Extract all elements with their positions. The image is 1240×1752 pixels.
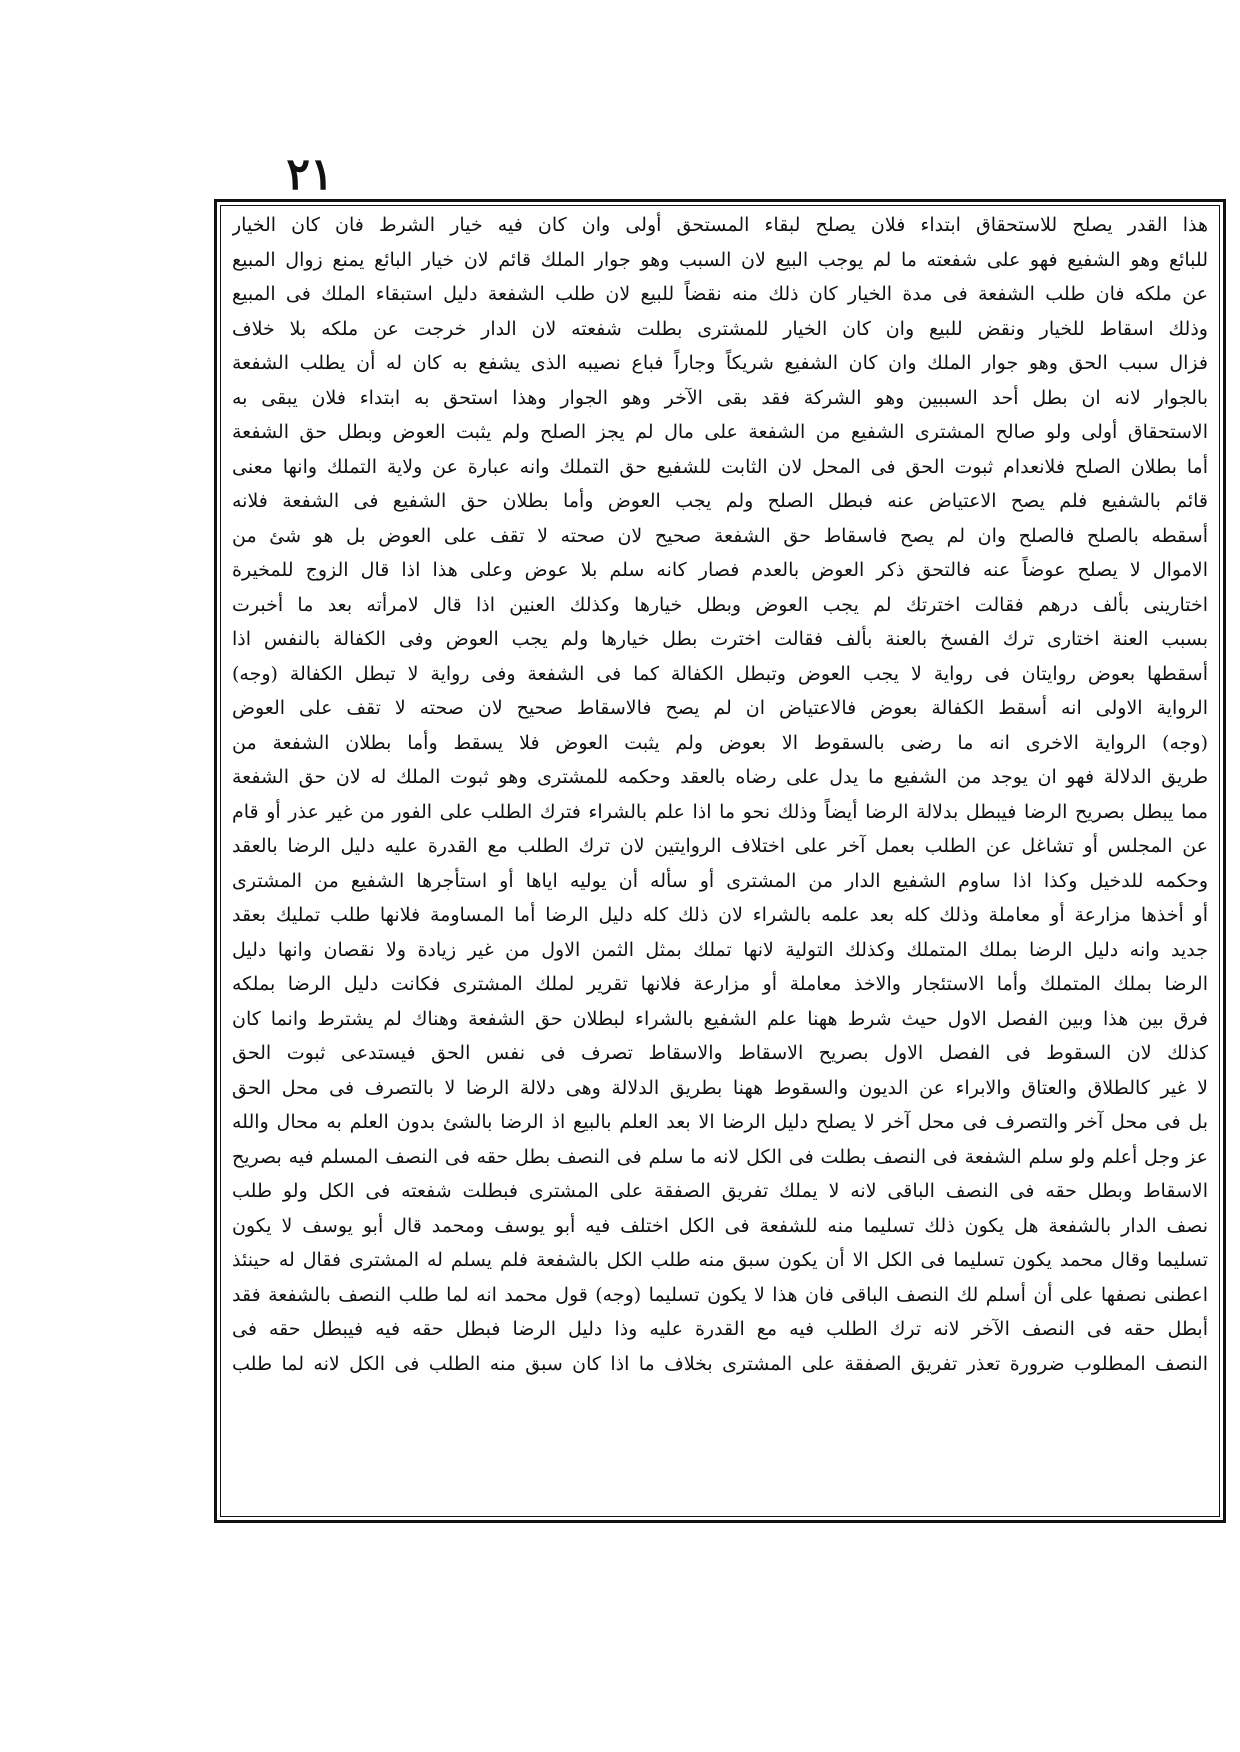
text-line: الرواية الاولى انه أسقط الكفالة بعوض فالاعتياض ان لم يصح فالاسقاط صحيح لان صحته لا تقف على العوض xyxy=(232,697,1208,719)
text-line: أسقطه بالصلح فالصلح وان لم يصح فاسقاط حق الشفعة صحيح لان صحته لا تقف على العوض بل هو شئ من xyxy=(232,524,1208,547)
text-line: جديد وانه دليل الرضا بملك المتملك وكذلك التولية لانها تملك بمثل الثمن الاول من غير زيادة ولا نقصان وانها دليل xyxy=(232,938,1208,961)
text-line: نصف الدار بالشفعة هل يكون ذلك تسليما منه للشفعة فى الكل اختلف فيه أبو يوسف ومحمد قال أبو يوسف لا يكون xyxy=(232,1214,1208,1237)
text-line: اختارينى بألف درهم فقالت اخترتك لم يجب العوض وبطل خيارها وكذلك العنين اذا قال لامرأته بعد ما أخبرت xyxy=(232,593,1208,616)
text-line: للبائع وهو الشفيع فهو على شفعته ما لم يوجب البيع لان السبب وهو جوار الملك قائم لان خيار البائع يمنع زوال المبيع xyxy=(232,248,1208,271)
text-line: بالجوار لانه ان بطل أحد السببين وهو الشركة فقد بقى الآخر وهو الجوار وهذا استحق به ابتداء فلان يبقى به xyxy=(232,386,1208,409)
text-line: فرق بين هذا وبين الفصل الاول حيث شرط ههنا علم الشفيع بالشراء لبطلان حق الشفعة وهناك لم يشترط وانما كان xyxy=(232,1007,1208,1030)
body-text xyxy=(232,208,1208,1514)
text-line: تسليما وقال محمد يكون تسليما فى الكل الا أن يكون سبق منه طلب الكل بالشفعة فلم يسلم له المشترى فقال له حينئذ xyxy=(232,1249,1208,1271)
text-line: الرضا بملك المتملك وأما الاستئجار والاخذ معاملة أو مزارعة فلانها تقرير لملك المشترى فكانت دليل الرضا بملكه xyxy=(232,973,1208,995)
text-line: عن المجلس أو تشاغل عن الطلب بعمل آخر على اختلاف الروايتين لان ترك الطلب مع القدرة عليه دليل الرضا بالعقد xyxy=(232,835,1208,857)
text-line: بل فى محل آخر والتصرف فى محل آخر لا يصلح دليل الرضا الا بعد العلم بالبيع اذ الرضا بالشئ بدون العلم به محال والله xyxy=(232,1111,1208,1133)
text-line: اعطنى نصفها على أن أسلم لك النصف الباقى فان هذا لا يكون تسليما (وجه) قول محمد انه لما طلب النصف بالشفعة فقد xyxy=(232,1283,1208,1306)
text-line: الاموال لا يصلح عوضاً عنه فالتحق ذكر العوض بالعدم فصار كانه سلم بلا عوض وعلى هذا اذا قال الزوج للمخيرة xyxy=(232,559,1208,581)
text-line: هذا القدر يصلح للاستحقاق ابتداء فلان يصلح لبقاء المستحق أولى وان كان فيه خيار الشرط فان كان الخيار xyxy=(232,214,1208,236)
text-line: وحكمه للدخيل وكذا اذا ساوم الشفيع الدار من المشترى أو سأله أن يوليه اياها أو استأجرها الشفيع من المشترى xyxy=(232,869,1208,892)
text-line: النصف المطلوب ضرورة تعذر تفريق الصفقة على المشترى بخلاف ما اذا كان سبق منه الطلب فى الكل لانه لما طلب xyxy=(232,1352,1208,1375)
text-line: بسبب العنة اختارى ترك الفسخ بالعنة بألف فقالت اخترت بطل خيارها ولم يجب العوض وفى الكفالة بالنفس اذا xyxy=(232,628,1208,650)
text-line: مما يبطل بصريح الرضا فيبطل بدلالة الرضا أيضاً وذلك نحو ما اذا علم بالشراء فترك الطلب على الفور من غير عذر أو قام xyxy=(232,800,1208,823)
text-line: الاسقاط وبطل حقه فى النصف الباقى لانه لا يملك تفريق الصفقة على المشترى فبطلت شفعته فى الكل ولو طلب xyxy=(232,1180,1208,1202)
text-line: قائم بالشفيع فلم يصح الاعتياض عنه فبطل الصلح ولم يجب العوض وأما بطلان حق الشفيع فى الشفعة فلانه xyxy=(232,490,1208,512)
text-line: أسقطها بعوض روايتان فى رواية لا يجب العوض وتبطل الكفالة كما فى الشفعة وفى رواية لا تبطل الكفالة (وجه) xyxy=(232,662,1208,685)
text-line: (وجه) الرواية الاخرى انه ما رضى بالسقوط الا بعوض ولم يثبت العوض فلا يسقط وأما بطلان الشفعة من xyxy=(232,731,1208,754)
text-line: وذلك اسقاط للخيار ونقض للبيع وان كان الخيار للمشترى بطلت شفعته لان الدار خرجت عن ملكه بلا خلاف xyxy=(232,317,1208,340)
text-line: طريق الدلالة فهو ان يوجد من الشفيع ما يدل على رضاه بالعقد وحكمه للمشترى وهو ثبوت الملك له لان حق الشفعة xyxy=(232,766,1208,788)
text-line: لا غير كالطلاق والعتاق والابراء عن الديون والسقوط ههنا بطريق الدلالة وهى دلالة الرضا لا بالتصرف فى محل الحق xyxy=(232,1076,1208,1099)
text-line: أبطل حقه فى النصف الآخر لانه ترك الطلب فيه مع القدرة عليه وذا دليل الرضا فبطل حقه فيه فيبطل حقه فى xyxy=(232,1318,1208,1340)
page-number: ٢١ xyxy=(286,149,334,200)
text-line: أو أخذها مزارعة أو معاملة وذلك كله بعد علمه بالشراء لان ذلك كله دليل الرضا أما المساومة فلانها طلب تمليك بعقد xyxy=(232,904,1208,926)
text-line: فزال سبب الحق وهو جوار الملك وان كان الشفيع شريكاً وجاراً فباع نصيبه الذى يشفع به كان له أن يطلب الشفعة xyxy=(232,352,1208,374)
text-line: كذلك لان السقوط فى الفصل الاول بصريح الاسقاط والاسقاط تصرف فى نفس الحق فيستدعى ثبوت الحق xyxy=(232,1042,1208,1064)
text-line: عن ملكه فان طلب الشفعة فى مدة الخيار كان ذلك منه نقضاً للبيع لان طلب الشفعة دليل استبقاء الملك فى المبيع xyxy=(232,283,1208,305)
text-line: الاستحقاق أولى ولو صالح المشترى الشفيع من الشفعة على مال لم يجز الصلح ولم يثبت العوض وبطل حق الشفعة xyxy=(232,421,1208,443)
text-line: عز وجل أعلم ولو سلم الشفعة فى النصف بطلت فى الكل لانه ما سلم فى النصف بطل حقه فى النصف المسلم فيه بصريح xyxy=(232,1145,1208,1168)
text-line: أما بطلان الصلح فلانعدام ثبوت الحق فى المحل لان الثابت للشفيع حق التملك وانه عبارة عن ولاية التملك وانها معنى xyxy=(232,455,1208,478)
